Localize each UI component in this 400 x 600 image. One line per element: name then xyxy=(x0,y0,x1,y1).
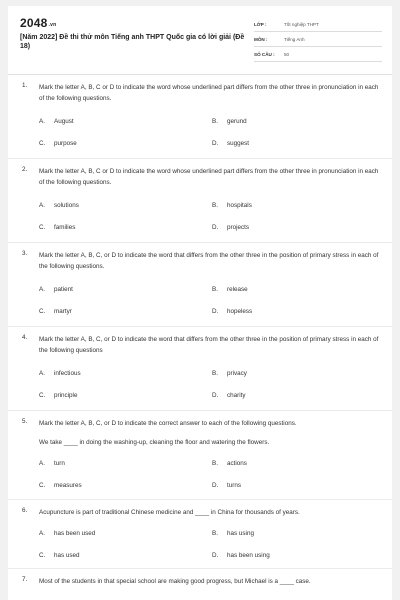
option-text: hopeless xyxy=(227,308,253,315)
option-letter: D. xyxy=(212,552,219,559)
option-letter: B. xyxy=(212,370,218,377)
option-c[interactable] xyxy=(39,552,80,559)
option-letter: D. xyxy=(212,140,219,147)
logo-main: 2048 xyxy=(20,16,48,30)
option-text: turn xyxy=(54,460,65,467)
option-text: families xyxy=(54,224,76,231)
meta-label: LỚP : xyxy=(254,22,267,27)
meta-label: SỐ CÂU : xyxy=(254,52,275,57)
question-separator xyxy=(8,326,392,327)
exam-meta xyxy=(254,18,382,62)
option-text: turns xyxy=(227,482,241,489)
option-letter: C. xyxy=(39,482,46,489)
option-letter: D. xyxy=(212,482,219,489)
meta-subject xyxy=(254,33,382,47)
meta-value: Tiếng Anh xyxy=(284,37,305,42)
exam-page xyxy=(8,6,392,600)
option-c[interactable] xyxy=(39,224,75,231)
question-number: 1. xyxy=(22,82,28,89)
option-letter: A. xyxy=(39,202,45,209)
question-text: Mark the letter A, B, C, or D to indicate the word that differs from the other three in the position of primary stress in each of the following questions xyxy=(39,336,379,354)
option-c[interactable] xyxy=(39,482,82,489)
question-text: Mark the letter A, B, C or D to indicate the word whose underlined part differs from the other three in pronunciation in each of the following questions. xyxy=(39,84,379,102)
option-text: principle xyxy=(54,392,78,399)
option-text: has used xyxy=(54,552,80,559)
option-text: charity xyxy=(227,392,246,399)
question-number: 6. xyxy=(22,507,28,514)
option-letter: A. xyxy=(39,460,45,467)
question-text: Most of the students in that special school are making good progress, but Michael is a ____ case. xyxy=(39,578,311,585)
option-b[interactable] xyxy=(212,286,248,293)
meta-class xyxy=(254,18,382,32)
option-text: hospitals xyxy=(227,202,252,209)
option-letter: D. xyxy=(212,392,219,399)
option-text: purpose xyxy=(54,140,77,147)
question-text: Mark the letter A, B, C, or D to indicate the word that differs from the other three in the position of primary stress in each of the following questions. xyxy=(39,252,379,270)
meta-label: MÔN : xyxy=(254,37,268,42)
option-d[interactable] xyxy=(212,482,241,489)
option-b[interactable] xyxy=(212,202,252,209)
option-a[interactable] xyxy=(39,530,95,537)
logo-sub: .vn xyxy=(48,22,57,28)
option-text: August xyxy=(54,118,74,125)
option-letter: B. xyxy=(212,530,218,537)
question-text: Mark the letter A, B, C, or D to indicate the correct answer to each of the following questions. xyxy=(39,420,297,427)
option-a[interactable] xyxy=(39,460,65,467)
option-text: actions xyxy=(227,460,247,467)
option-text: has been used xyxy=(54,530,96,537)
question-separator xyxy=(8,158,392,159)
option-letter: C. xyxy=(39,552,46,559)
exam-title: [Năm 2022] Đề thi thử môn Tiếng anh THPT Quốc gia có lời giải (Đề 18) xyxy=(20,34,245,50)
question-separator xyxy=(8,568,392,569)
option-text: martyr xyxy=(54,308,72,315)
site-logo[interactable] xyxy=(20,16,56,30)
option-c[interactable] xyxy=(39,308,72,315)
option-text: privacy xyxy=(227,370,247,377)
question-text: Acupuncture is part of traditional Chinese medicine and ____ in China for thousands of years. xyxy=(39,509,300,516)
option-text: projects xyxy=(227,224,250,231)
option-letter: B. xyxy=(212,286,218,293)
question-number: 3. xyxy=(22,250,28,257)
question-stem: We take ____ in doing the washing-up, cleaning the floor and watering the flowers. xyxy=(39,439,270,446)
option-letter: A. xyxy=(39,370,45,377)
option-text: gerund xyxy=(227,118,247,125)
option-a[interactable] xyxy=(39,370,81,377)
option-b[interactable] xyxy=(212,460,247,467)
option-c[interactable] xyxy=(39,392,77,399)
header-divider xyxy=(8,74,392,75)
meta-value: 50 xyxy=(284,52,290,57)
option-letter: A. xyxy=(39,286,45,293)
option-text: release xyxy=(227,286,248,293)
option-letter: D. xyxy=(212,308,219,315)
page-header xyxy=(8,6,392,68)
option-c[interactable] xyxy=(39,140,77,147)
option-b[interactable] xyxy=(212,530,254,537)
option-b[interactable] xyxy=(212,118,247,125)
question-separator xyxy=(8,242,392,243)
option-letter: D. xyxy=(212,224,219,231)
option-d[interactable] xyxy=(212,552,270,559)
option-d[interactable] xyxy=(212,140,249,147)
option-letter: B. xyxy=(212,460,218,467)
option-text: measures xyxy=(54,482,82,489)
option-d[interactable] xyxy=(212,308,252,315)
option-text: suggest xyxy=(227,140,250,147)
option-letter: B. xyxy=(212,202,218,209)
option-letter: C. xyxy=(39,308,46,315)
option-a[interactable] xyxy=(39,202,79,209)
option-d[interactable] xyxy=(212,392,246,399)
option-text: patient xyxy=(54,286,73,293)
question-number: 5. xyxy=(22,418,28,425)
option-letter: C. xyxy=(39,140,46,147)
option-a[interactable] xyxy=(39,286,73,293)
question-number: 4. xyxy=(22,334,28,341)
option-b[interactable] xyxy=(212,370,247,377)
option-text: has been using xyxy=(227,552,270,559)
option-letter: B. xyxy=(212,118,218,125)
question-number: 7. xyxy=(22,576,28,583)
option-letter: A. xyxy=(39,530,45,537)
question-number: 2. xyxy=(22,166,28,173)
option-a[interactable] xyxy=(39,118,74,125)
option-d[interactable] xyxy=(212,224,249,231)
question-separator xyxy=(8,410,392,411)
option-letter: A. xyxy=(39,118,45,125)
option-letter: C. xyxy=(39,392,46,399)
meta-question-count xyxy=(254,48,382,62)
option-text: has using xyxy=(227,530,254,537)
option-text: infectious xyxy=(54,370,81,377)
option-text: solutions xyxy=(54,202,79,209)
question-text: Mark the letter A, B, C or D to indicate the word whose underlined part differs from the other three in pronunciation in each of the following questions. xyxy=(39,168,379,186)
meta-value: Tốt nghiệp THPT xyxy=(284,22,319,27)
question-separator xyxy=(8,499,392,500)
option-letter: C. xyxy=(39,224,46,231)
